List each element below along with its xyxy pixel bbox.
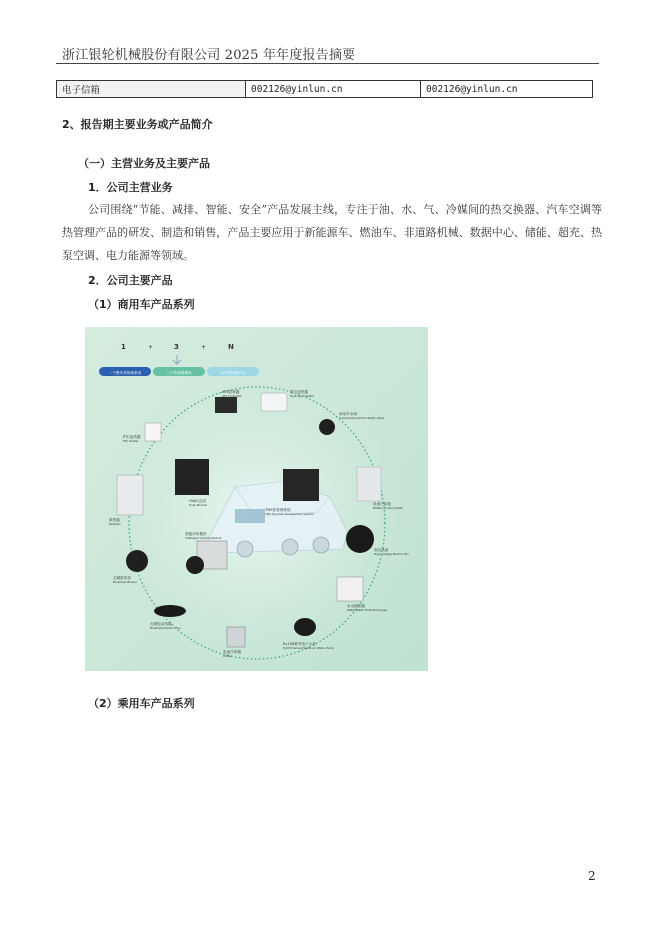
pill-modules-label: 三个热管理模块: [166, 371, 192, 375]
tms-system-image: [283, 469, 319, 501]
intelligent-cooling-module-en: Intelligent Cooling Module: [185, 536, 222, 540]
table-row: [57, 81, 593, 98]
electronic-water-pump-cn: Ey158系列电子水泵: [283, 642, 316, 646]
high-voltage-fan-cn: 高压风扇: [374, 548, 389, 552]
intelligent-cooling-module-cn: 智能冷却模块: [185, 532, 207, 536]
brushless-fan-en: Brushless Electric Fan: [150, 626, 181, 630]
ats-controller-cn: ATS控制器: [222, 390, 240, 394]
email-value-2: 002126@yinlun.cn: [421, 81, 593, 98]
brushless-blower-en: Brushless Blower: [113, 580, 137, 584]
ats-controller-image: [215, 397, 237, 413]
commercial-vehicle-title: （1）商用车产品系列: [88, 298, 195, 311]
battery-cooling-plate-en: Battery Cooling Plate: [373, 506, 403, 510]
header-divider: [56, 63, 599, 64]
hvac-module-image: [175, 459, 209, 495]
commercial-vehicle-product-figure: [85, 327, 428, 671]
figure-label-plus-2: +: [201, 344, 207, 351]
tms-system-cn: TMS热管理系统: [265, 508, 291, 512]
water-valve-cn: 商用车水阀: [339, 412, 357, 416]
hydrogen-heater-image: [261, 393, 287, 411]
battery-cooling-plate-image: [357, 467, 381, 501]
chiller-en: Chiller: [223, 654, 232, 658]
page-number: 2: [588, 869, 596, 883]
electronic-water-pump-en: Ey158 Series Electronic Water Pump: [283, 646, 334, 650]
figure-label-1: 1: [121, 343, 126, 351]
hydrogen-heater-en: Hydrogen Heater: [290, 394, 314, 398]
report-header: 浙江银轮机械股份有限公司 2025 年年度报告摘要: [62, 48, 356, 63]
radiator-en: Radiator: [109, 522, 121, 526]
figure-label-3: 3: [174, 343, 179, 351]
hydrogen-heater-cn: 氢气加热器: [290, 390, 308, 394]
pill-system-label: 一个整车热管理系统: [108, 371, 142, 375]
radiator-image: [117, 475, 143, 515]
ats-controller-en: ATS Controller: [222, 394, 242, 398]
ptc-heater-en: PTC Heater: [123, 439, 139, 443]
section-heading: 2、报告期主要业务或产品简介: [62, 118, 213, 131]
contact-table: [56, 80, 593, 98]
water-heat-exchanger-image: [337, 577, 363, 601]
brushless-blower-cn: 无刷鼓风机: [113, 576, 131, 580]
chiller-image: [227, 627, 245, 647]
figure-label-plus-1: +: [148, 344, 154, 351]
email-label: 电子信箱: [57, 81, 246, 98]
chiller-cn: 电池冷却器: [223, 650, 241, 654]
ptc-heater-cn: PTC加热器: [123, 435, 141, 439]
hvac-module-en: Hvac Module: [189, 503, 208, 507]
figure-label-n: N: [228, 343, 234, 351]
passenger-vehicle-title: （2）乘用车产品系列: [88, 697, 195, 710]
battery-cooling-plate-cn: 电池冷却板: [373, 502, 391, 506]
water-valve-en: Commercial Vehicle Water Valve: [339, 416, 385, 420]
high-voltage-fan-image: [346, 525, 374, 553]
main-products-title: 2．公司主要产品: [88, 274, 173, 287]
high-voltage-fan-en: High-voltage Electric Fan: [374, 552, 409, 556]
ptc-heater-image: [145, 423, 161, 441]
main-business-paragraph: 公司围绕“节能、减排、智能、安全”产品发展主线，专注于油、水、气、冷媒间的热交换器、汽车空调等热管理产品的研发、制造和销售，产品主要应用于新能源车、燃油车、非道路机械、数据中心、储能、超充、热泵空调、电力能源等领域。: [62, 203, 602, 262]
water-heat-exchanger-en: Water-Water Heat Exchanger: [347, 608, 388, 612]
subsection-heading: （一）主营业务及主要产品: [78, 157, 210, 170]
brushless-blower-image: [126, 550, 148, 572]
water-heat-exchanger-cn: 水水换热器: [347, 604, 365, 608]
tms-system-en: TMS Thermal management system: [265, 512, 314, 516]
hvac-module-cn: HVAC总成: [189, 499, 207, 503]
main-business-title: 1．公司主营业务: [88, 181, 173, 194]
water-valve-image: [319, 419, 335, 435]
pill-products-label: N个热管理产品: [220, 371, 246, 375]
email-value-1: 002126@yinlun.cn: [246, 81, 421, 98]
electronic-water-pump-image: [294, 618, 316, 636]
radiator-cn: 散热器: [109, 518, 120, 522]
brushless-fan-image: [154, 605, 186, 617]
brushless-fan-cn: 无刷电动风扇: [150, 622, 172, 626]
